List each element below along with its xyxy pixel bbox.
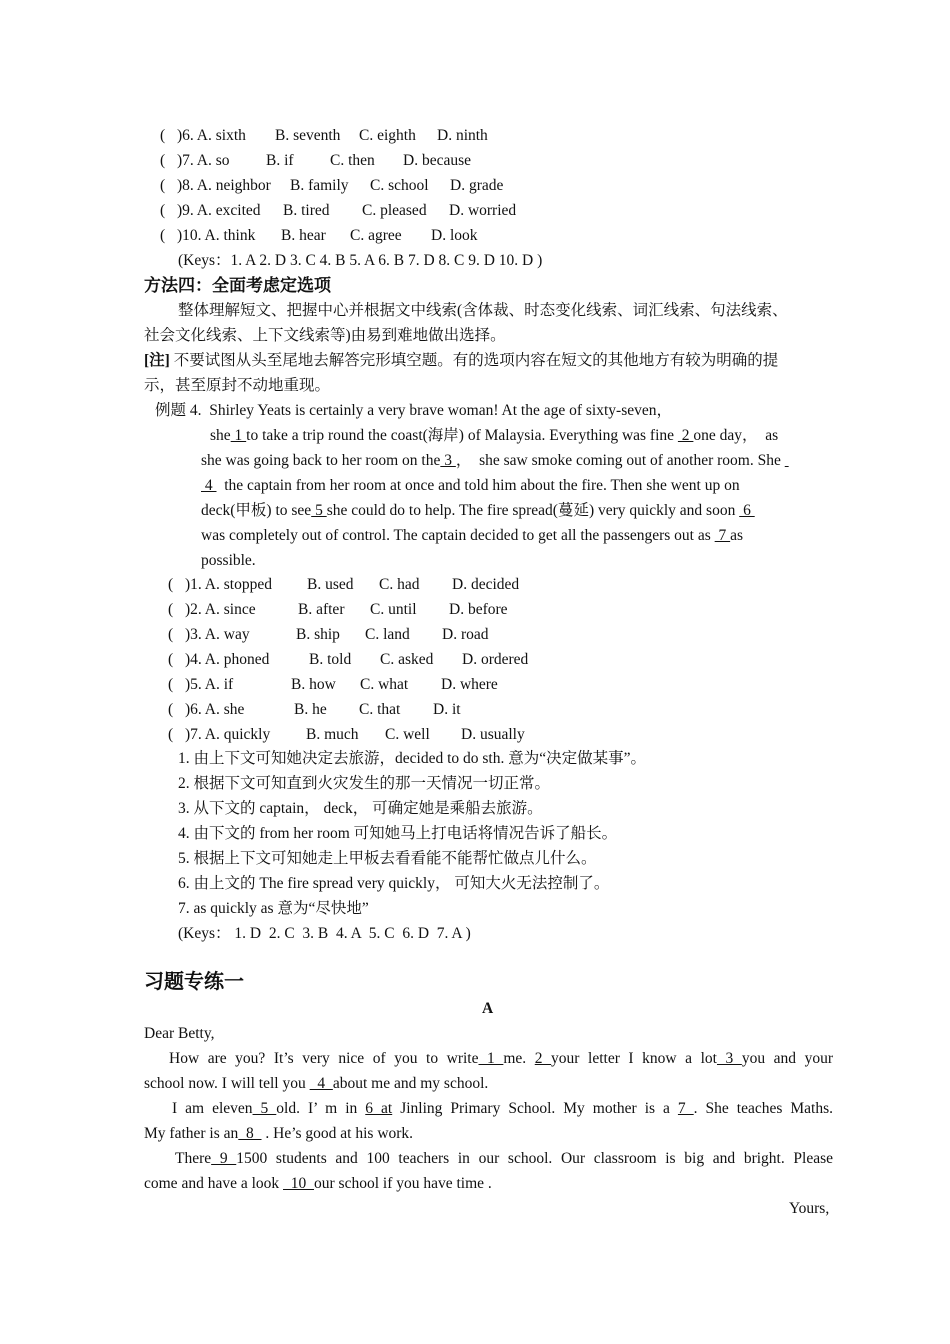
answer-bracket[interactable]: (	[168, 626, 174, 643]
note-label: [注]	[144, 352, 170, 369]
option-c: C. school	[370, 177, 429, 194]
example4-line6: was completely out of control. The captain decided to get all the passengers out as 7 as	[201, 527, 744, 544]
answer-bracket[interactable]: (	[168, 676, 174, 693]
letter-blank-8[interactable]: 8	[238, 1125, 262, 1142]
answer-bracket[interactable]: (	[160, 152, 166, 169]
letter-blank-3[interactable]: 3	[716, 1050, 742, 1067]
question-number-option-a: )10. A. think	[177, 227, 256, 244]
blank-1[interactable]: 1	[230, 427, 247, 444]
blank-6[interactable]: 6	[739, 502, 755, 519]
option-c: C. well	[385, 726, 430, 743]
answer-keys-1: (Keys：1. A 2. D 3. C 4. B 5. A 6. B 7. D 8. C 9. D 10. D )	[178, 252, 543, 269]
letter-para2-line2: My father is an 8 . He’s good at his work.	[144, 1125, 414, 1142]
blank-4-start[interactable]	[785, 452, 789, 469]
option-d: D. road	[442, 626, 489, 643]
letter-greeting: Dear Betty,	[144, 1025, 215, 1042]
option-b: B. hear	[281, 227, 326, 244]
example4-line7: possible.	[201, 552, 256, 569]
explanation-item: 5. 根据上下文可知她走上甲板去看看能不能帮忙做点儿什么。	[178, 850, 597, 867]
option-b: B. used	[307, 576, 354, 593]
note-line2: 示，甚至原封不动地重现。	[144, 377, 331, 394]
option-d: D. it	[433, 701, 461, 718]
blank-5[interactable]: 5	[311, 502, 327, 519]
option-c: C. pleased	[362, 202, 427, 219]
question-number-option-a: )3. A. way	[185, 626, 250, 643]
explanation-item: 3. 从下文的 captain， deck， 可确定她是乘船去旅游。	[178, 800, 543, 817]
option-c: C. that	[359, 701, 401, 718]
question-number-option-a: )4. A. phoned	[185, 651, 270, 668]
method-four-heading: 方法四：全面考虑定选项	[144, 276, 331, 295]
note-line1	[144, 351, 778, 371]
letter-para3-line1: There 9 1500 students and 100 teachers in our school. Our classroom is big and bright. Please	[175, 1150, 833, 1167]
method-four-text-line2: 社会文化线索、上下文线索等)由易到难地做出选择。	[144, 327, 506, 344]
option-d: D. ordered	[462, 651, 529, 668]
option-b: B. told	[309, 651, 352, 668]
letter-para2-line1: I am eleven 5 old. I’ m in 6 at Jinling Primary School. My mother is a 7 . She teaches Maths.	[172, 1100, 834, 1117]
question-number-option-a: )7. A. so	[177, 152, 230, 169]
practice-heading: 习题专练一	[144, 971, 244, 993]
explanation-item: 7. as quickly as 意为“尽快地”	[178, 900, 369, 917]
answer-bracket[interactable]: (	[168, 726, 174, 743]
question-number-option-a: )8. A. neighbor	[177, 177, 271, 194]
option-d: D. usually	[461, 726, 525, 743]
answer-keys-2: (Keys： 1. D 2. C 3. B 4. A 5. C 6. D 7. A )	[178, 925, 471, 942]
option-b: B. ship	[296, 626, 340, 643]
option-b: B. how	[291, 676, 336, 693]
blank-2[interactable]: 2	[677, 427, 694, 444]
option-b: B. after	[298, 601, 345, 618]
option-d: D. look	[431, 227, 478, 244]
answer-bracket[interactable]: (	[168, 701, 174, 718]
explanation-item: 2. 根据下文可知直到火灾发生的那一天情况一切正常。	[178, 775, 551, 792]
letter-blank-6[interactable]: 6 at	[365, 1100, 393, 1117]
option-d: D. where	[441, 676, 498, 693]
example4-line4: 4 the captain from her room at once and told him about the fire. Then she went up on	[201, 477, 740, 494]
answer-bracket[interactable]: (	[160, 177, 166, 194]
answer-bracket[interactable]: (	[168, 601, 174, 618]
letter-para1-line1: How are you? It’s very nice of you to write 1 me. 2 your letter I know a lot 3 you and your	[169, 1050, 834, 1067]
letter-blank-4[interactable]: 4	[309, 1075, 333, 1092]
explanation-item: 6. 由上文的 The fire spread very quickly， 可知大火无法控制了。	[178, 875, 610, 892]
letter-closing: Yours,	[789, 1200, 830, 1217]
note-text: 不要试图从头至尾地去解答完形填空题。有的选项内容在短文的其他地方有较为明确的提	[169, 352, 779, 369]
option-d: D. worried	[449, 202, 517, 219]
example4-line1: 例题 4. Shirley Yeats is certainly a very brave woman! At the age of sixty-seven，	[155, 402, 672, 419]
example4-line2: she 1 to take a trip round the coast(海岸) of Malaysia. Everything was fine 2 one day， as	[210, 427, 779, 444]
letter-blank-10[interactable]: 10	[283, 1175, 315, 1192]
option-b: B. seventh	[275, 127, 341, 144]
example4-line5: deck(甲板) to see 5 she could do to help. The fire spread(蔓延) very quickly and soon 6	[201, 502, 755, 519]
letter-blank-5[interactable]: 5	[252, 1100, 277, 1117]
letter-blank-1[interactable]: 1	[478, 1050, 504, 1067]
blank-7[interactable]: 7	[714, 527, 731, 544]
option-c: C. agree	[350, 227, 402, 244]
answer-bracket[interactable]: (	[168, 651, 174, 668]
option-b: B. he	[294, 701, 327, 718]
option-d: D. because	[403, 152, 471, 169]
letter-para3-line2: come and have a look 10 our school if you have time .	[144, 1175, 492, 1192]
question-number-option-a: )5. A. if	[185, 676, 234, 693]
question-number-option-a: )2. A. since	[185, 601, 256, 618]
letter-blank-7[interactable]: 7	[677, 1100, 694, 1117]
answer-bracket[interactable]: (	[160, 127, 166, 144]
question-number-option-a: )7. A. quickly	[185, 726, 271, 743]
example4-line3: she was going back to her room on the 3 ， she saw smoke coming out of another room. She	[201, 451, 789, 471]
option-c: C. eighth	[359, 127, 416, 144]
option-c: C. had	[379, 576, 420, 593]
question-number-option-a: )9. A. excited	[177, 202, 261, 219]
option-c: C. what	[360, 676, 409, 693]
option-b: B. if	[266, 152, 294, 169]
blank-4[interactable]: 4	[201, 477, 217, 494]
blank-3[interactable]: 3	[440, 452, 456, 469]
option-d: D. grade	[450, 177, 504, 194]
option-c: C. asked	[380, 651, 434, 668]
option-b: B. family	[290, 177, 349, 194]
letter-blank-2[interactable]: 2	[534, 1050, 552, 1067]
explanation-item: 4. 由下文的 from her room 可知她马上打电话将情况告诉了船长。	[178, 825, 618, 842]
answer-bracket[interactable]: (	[168, 576, 174, 593]
answer-bracket[interactable]: (	[160, 202, 166, 219]
option-c: C. land	[365, 626, 410, 643]
question-number-option-a: )6. A. she	[185, 701, 245, 718]
answer-bracket[interactable]: (	[160, 227, 166, 244]
option-d: D. ninth	[437, 127, 488, 144]
letter-blank-9[interactable]: 9	[211, 1150, 237, 1167]
option-b: B. much	[306, 726, 359, 743]
explanation-item: 1. 由上下文可知她决定去旅游，decided to do sth. 意为“决定做某事”。	[178, 750, 646, 767]
letter-para1-line2: school now. I will tell you 4 about me and my school.	[144, 1075, 489, 1092]
option-b: B. tired	[283, 202, 330, 219]
option-c: C. then	[330, 152, 375, 169]
question-number-option-a: )6. A. sixth	[177, 127, 246, 144]
option-d: D. decided	[452, 576, 520, 593]
question-number-option-a: )1. A. stopped	[185, 576, 272, 593]
option-d: D. before	[449, 601, 508, 618]
method-four-text-line1: 整体理解短文、把握中心并根据文中线索(含体裁、时态变化线索、词汇线索、句法线索、	[178, 302, 788, 319]
part-label: A	[482, 1000, 494, 1017]
option-c: C. until	[370, 601, 417, 618]
